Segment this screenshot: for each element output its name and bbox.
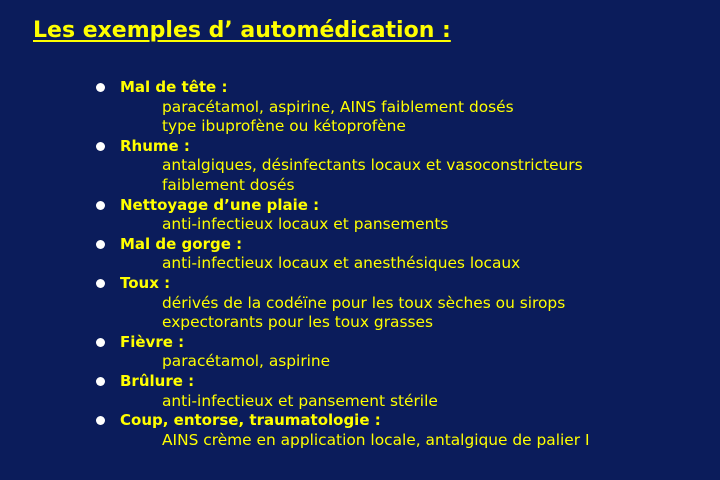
bullet-icon (96, 279, 105, 288)
bullet-icon (96, 377, 105, 386)
slide-title: Les exemples d’ automédication : (33, 18, 451, 43)
item-label: Fièvre : (120, 332, 185, 351)
item-detail: expectorants pour les toux grasses (162, 313, 433, 332)
item-detail: AINS crème en application locale, antalgique de palier I (162, 430, 590, 449)
list-item (0, 333, 590, 372)
item-label: Coup, entorse, traumatologie : (120, 411, 381, 430)
item-label: Brûlure : (120, 371, 195, 390)
bullet-icon (96, 83, 105, 92)
item-detail: paracétamol, aspirine, AINS faiblement dosés (162, 97, 514, 116)
bullet-list (0, 78, 590, 450)
list-item (0, 196, 590, 235)
list-item (0, 235, 590, 274)
item-detail: anti-infectieux locaux et anesthésiques locaux (162, 254, 521, 273)
bullet-icon (96, 416, 105, 425)
bullet-icon (96, 201, 105, 210)
list-item (0, 78, 590, 137)
item-detail: antalgiques, désinfectants locaux et vasoconstricteurs (162, 156, 583, 175)
list-item (0, 411, 590, 450)
bullet-icon (96, 240, 105, 249)
item-detail: paracétamol, aspirine (162, 352, 331, 371)
item-detail: faiblement dosés (162, 175, 295, 194)
item-label: Nettoyage d’une plaie : (120, 195, 320, 214)
list-item (0, 274, 590, 333)
item-detail: anti-infectieux et pansement stérile (162, 391, 438, 410)
item-detail: anti-infectieux locaux et pansements (162, 215, 449, 234)
item-detail: type ibuprofène ou kétoprofène (162, 117, 406, 136)
item-label: Rhume : (120, 136, 190, 155)
item-label: Mal de tête : (120, 78, 228, 96)
item-label: Toux : (120, 273, 171, 292)
bullet-icon (96, 338, 105, 347)
list-item (0, 137, 590, 196)
item-detail: dérivés de la codéïne pour les toux sèches ou sirops (162, 293, 566, 312)
list-item (0, 372, 590, 411)
bullet-icon (96, 142, 105, 151)
item-label: Mal de gorge : (120, 234, 243, 253)
